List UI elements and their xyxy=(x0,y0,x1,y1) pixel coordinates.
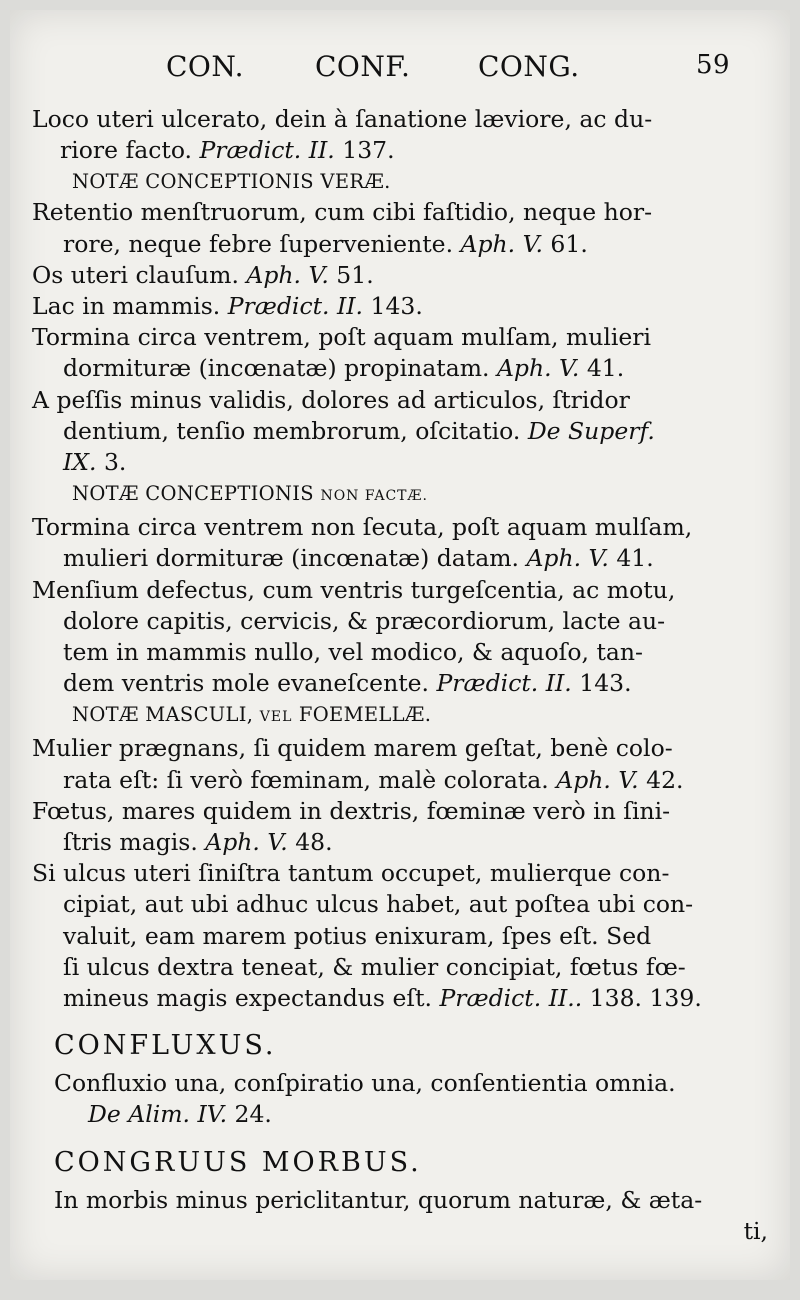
entry xyxy=(32,575,768,700)
entry xyxy=(32,512,768,574)
citation-number: 51. xyxy=(328,260,374,289)
citation-number: 143. xyxy=(363,292,423,321)
entry xyxy=(32,733,768,795)
header-right: CONG. xyxy=(478,50,580,83)
line-text: dolore capitis, cervicis, & præcordiorum, lacte au- xyxy=(63,606,666,635)
page-number: 59 xyxy=(696,50,731,80)
citation: Prædict. II. xyxy=(199,136,335,165)
citation-number: 48. xyxy=(287,828,333,857)
line-text: Mulier prægnans, ſi quidem marem geſtat, benè colo- xyxy=(32,734,673,763)
citation: Aph. V. xyxy=(526,544,609,573)
entry xyxy=(32,104,768,166)
citation: De Superf. xyxy=(527,416,655,445)
section-note: NOTÆ CONCEPTIONIS VERÆ. xyxy=(72,170,391,194)
line-text: Fœtus, mares quidem in dextris, fœminæ verò in ſini- xyxy=(32,796,671,825)
line-text: rata eſt: ſi verò fœminam, malè colorata. xyxy=(63,765,557,794)
note-text: NOTÆ CONCEPTIONIS xyxy=(72,482,321,506)
line-text: dentium, tenſio membrorum, oſcitatio. xyxy=(63,416,528,445)
line-text: Loco uteri ulcerato, dein à ſanatione læviore, ac du- xyxy=(32,105,653,133)
section-heading: CONGRUUS MORBUS. xyxy=(54,1146,422,1178)
entry-citation-line xyxy=(32,1099,768,1130)
entry xyxy=(32,197,768,259)
line-text: Tormina circa ventrem, poſt aquam mulſam, mulieri xyxy=(32,323,652,352)
citation: Aph. V. xyxy=(246,260,329,289)
line-text: dormituræ (incœnatæ) propinatam. xyxy=(63,354,497,383)
line-text: Lac in mammis. xyxy=(32,292,228,321)
citation-number: 24. xyxy=(227,1100,272,1129)
citation: De Alim. IV. xyxy=(88,1100,228,1129)
line-text: valuit, eam marem potius enixuram, ſpes eſt. Sed xyxy=(63,921,652,950)
citation-number: 41. xyxy=(608,544,654,573)
citation-number: 41. xyxy=(579,354,625,383)
line-text: riore facto. xyxy=(60,136,200,165)
entry xyxy=(32,1185,768,1216)
citation: Aph. V. xyxy=(205,828,288,857)
line-text: mulieri dormituræ (incœnatæ) datam. xyxy=(63,544,527,573)
note-text: NOTÆ MASCULI, xyxy=(72,703,260,727)
entry xyxy=(32,322,768,384)
line-text: mineus magis expectandus eſt. xyxy=(63,984,440,1013)
line-text: Menſium defectus, cum ventris turgeſcentia, ac motu, xyxy=(32,575,676,604)
page-text xyxy=(32,104,768,1247)
entry xyxy=(32,291,768,322)
line-text: dem ventris mole evaneſcente. xyxy=(63,669,437,698)
section-heading: CONFLUXUS. xyxy=(54,1030,277,1062)
section-note xyxy=(32,478,768,512)
line-text: Retentio menſtruorum, cum cibi faſtidio, neque hor- xyxy=(32,198,653,227)
line-text: rore, neque febre ſuperveniente. xyxy=(63,229,461,258)
line-text: Confluxio una, conſpiratio una, conſentientia omnia. xyxy=(54,1069,676,1098)
citation-number: 143. xyxy=(571,669,632,698)
entry xyxy=(32,796,768,858)
entry xyxy=(32,858,768,1014)
entry xyxy=(32,385,768,479)
citation: IX. xyxy=(63,448,97,477)
line-text: In morbis minus periclitantur, quorum naturæ, & æta- xyxy=(54,1185,703,1214)
citation: Prædict. II. xyxy=(436,669,572,698)
header-left: CON. xyxy=(166,50,244,83)
line-text: ſtris magis. xyxy=(63,828,206,857)
catchword: ti, xyxy=(743,1216,768,1245)
note-text: FOEMELLÆ. xyxy=(292,703,432,727)
citation: Aph. V. xyxy=(460,229,543,258)
line-text: tem in mammis nullo, vel modico, & aquoſo, tan- xyxy=(63,638,643,667)
entry xyxy=(32,1068,768,1099)
citation: Prædict. II. xyxy=(227,292,364,321)
citation-number: 42. xyxy=(638,765,684,794)
line-text: Si ulcus uteri ſiniſtra tantum occupet, mulierque con- xyxy=(32,859,670,888)
note-smallcaps: VEL xyxy=(259,709,293,726)
section-note xyxy=(32,699,768,733)
citation-number: 138. 139. xyxy=(582,984,702,1013)
running-header xyxy=(10,50,790,90)
citation-number: 61. xyxy=(542,229,588,258)
citation-number: 3. xyxy=(96,448,127,477)
citation: Aph. V. xyxy=(496,354,580,383)
line-text: A peſſis minus validis, dolores ad articulos, ſtridor xyxy=(32,385,630,414)
line-text: Os uteri clauſum. xyxy=(32,260,247,289)
note-smallcaps: NON FACTÆ. xyxy=(320,488,428,505)
citation: Prædict. II.. xyxy=(439,984,583,1013)
citation: Aph. V. xyxy=(556,765,639,794)
line-text: ſi ulcus dextra teneat, & mulier concipiat, fœtus fœ- xyxy=(63,952,686,981)
citation-number: 137. xyxy=(334,136,395,165)
entry xyxy=(32,260,768,291)
line-text: Tormina circa ventrem non ſecuta, poſt aquam mulſam, xyxy=(32,513,693,542)
header-center: CONF. xyxy=(315,50,411,83)
book-page xyxy=(10,10,790,1280)
line-text: cipiat, aut ubi adhuc ulcus habet, aut poſtea ubi con- xyxy=(63,890,694,919)
